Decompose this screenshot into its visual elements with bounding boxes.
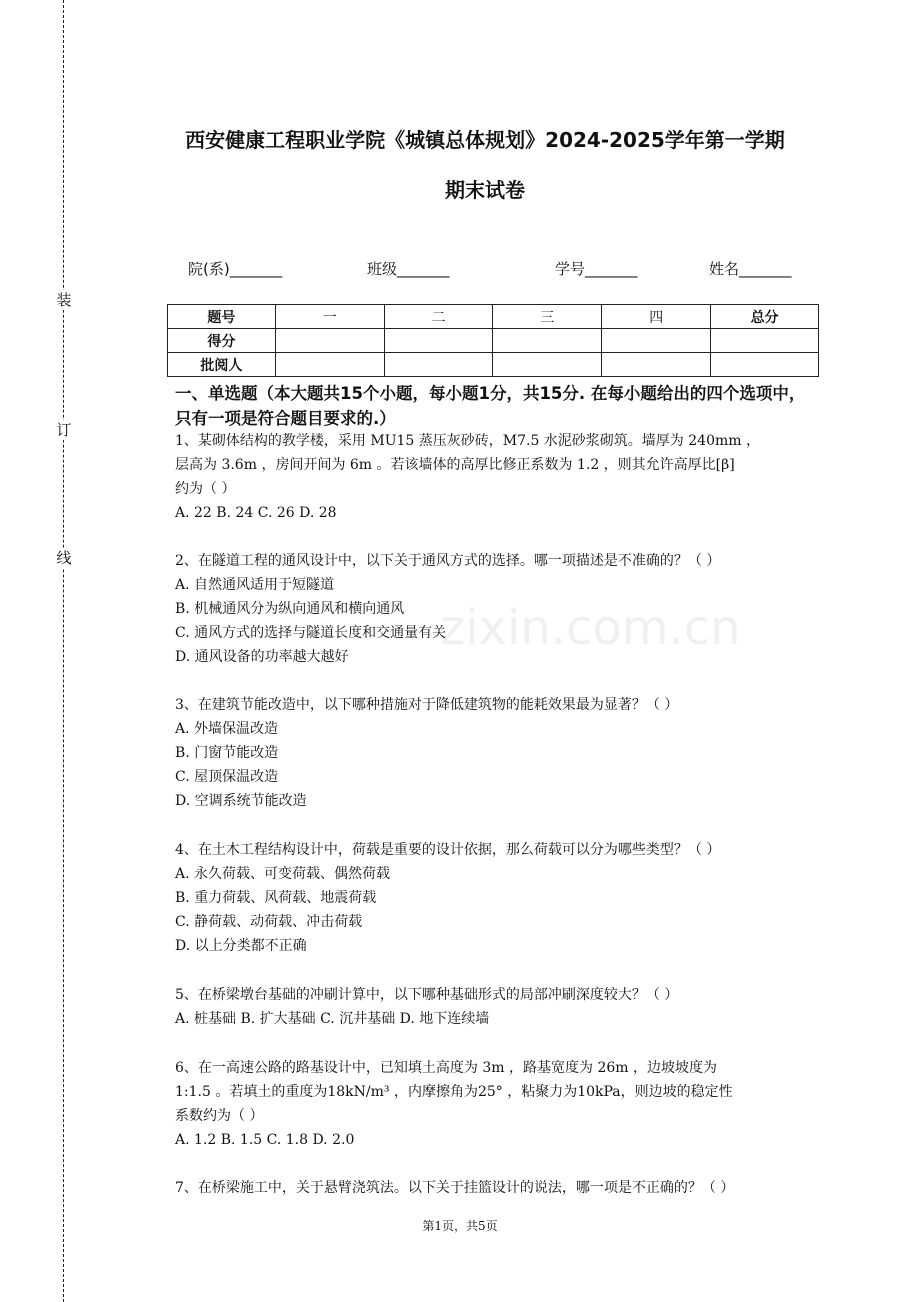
question-6 (175, 1056, 820, 1152)
question-line: 5、在桥梁墩台基础的冲刷计算中，以下哪种基础形式的局部冲刷深度较大？（ ） (175, 987, 679, 1003)
option-a: A. 自然通风适用于短隧道 (175, 577, 335, 593)
option-a: A. 外墙保温改造 (175, 721, 279, 737)
dept-field: 院(系)_______ (188, 260, 283, 278)
header-cell-1: 一 (275, 305, 384, 329)
question-5 (175, 983, 820, 1031)
student-info-row (0, 258, 920, 280)
question-line: 6、在一高速公路的路基设计中，已知填土高度为 3m ，路基宽度为 26m ，边坡坡度为 (175, 1060, 717, 1076)
score-cell (602, 329, 711, 353)
question-line: 2、在隧道工程的通风设计中，以下关于通风方式的选择。哪一项描述是不准确的？（ ） (175, 553, 721, 569)
option-a: A. 永久荷载、可变荷载、偶然荷载 (175, 866, 391, 882)
question-line: 7、在桥梁施工中，关于悬臂浇筑法。以下关于挂篮设计的说法，哪一项是不正确的？（ ） (175, 1180, 735, 1196)
row-label-grader: 批阅人 (168, 353, 276, 377)
score-cell (384, 329, 493, 353)
header-cell-2: 二 (384, 305, 493, 329)
question-options: A. 1.2 B. 1.5 C. 1.8 D. 2.0 (175, 1132, 355, 1148)
option-b: B. 重力荷载、风荷载、地震荷载 (175, 890, 377, 906)
question-4 (175, 838, 820, 958)
option-d: D. 以上分类都不正确 (175, 938, 307, 954)
question-7 (175, 1176, 820, 1200)
grader-cell (493, 353, 602, 377)
question-options: A. 桩基础 B. 扩大基础 C. 沉井基础 D. 地下连续墙 (175, 1011, 490, 1027)
question-line: 4、在土木工程结构设计中，荷载是重要的设计依据，那么荷载可以分为哪些类型？（ ） (175, 842, 721, 858)
score-row (168, 329, 819, 353)
option-b: B. 机械通风分为纵向通风和横向通风 (175, 601, 405, 617)
score-table (167, 304, 819, 377)
option-d: D. 空调系统节能改造 (175, 793, 307, 809)
score-cell (275, 329, 384, 353)
grader-cell (384, 353, 493, 377)
class-field: 班级_______ (367, 260, 450, 278)
grader-cell (275, 353, 384, 377)
page-footer: 第1页，共5页 (422, 1219, 498, 1233)
exam-title-line2: 期末试卷 (445, 178, 525, 202)
header-cell-question-number: 题号 (168, 305, 276, 329)
score-cell (493, 329, 602, 353)
question-3 (175, 693, 820, 813)
option-c: C. 静荷载、动荷载、冲击荷载 (175, 914, 363, 930)
grader-cell (602, 353, 711, 377)
grader-row (168, 353, 819, 377)
binding-dashed-line (63, 0, 64, 1302)
student-id-field: 学号_______ (555, 260, 638, 278)
question-line: 约为（ ） (175, 481, 236, 497)
grader-cell (711, 353, 819, 377)
question-line: 3、在建筑节能改造中，以下哪种措施对于降低建筑物的能耗效果最为显著？（ ） (175, 697, 679, 713)
question-1 (175, 429, 820, 525)
score-cell (711, 329, 819, 353)
option-b: B. 门窗节能改造 (175, 745, 279, 761)
row-label-score: 得分 (168, 329, 276, 353)
option-d: D. 通风设备的功率越大越好 (175, 649, 349, 665)
option-c: C. 屋顶保温改造 (175, 769, 279, 785)
option-c: C. 通风方式的选择与隧道长度和交通量有关 (175, 625, 447, 641)
question-line: 1、某砌体结构的教学楼，采用 MU15 蒸压灰砂砖，M7.5 水泥砂浆砌筑。墙厚为 240mm ， (175, 433, 760, 449)
header-cell-4: 四 (602, 305, 711, 329)
binding-char-zhuang: 装 (56, 291, 72, 309)
question-line: 层高为 3.6m ，房间开间为 6m 。若该墙体的高厚比修正系数为 1.2 ，则其允许高厚比[β] (175, 457, 735, 473)
exam-title-line1: 西安健康工程职业学院《城镇总体规划》2024-2025学年第一学期 (185, 128, 785, 152)
section-1-heading: 一、单选题（本大题共15个小题，每小题1分，共15分. 在每小题给出的四个选项中，只有一项是符合题目要求的.） (175, 384, 806, 428)
question-2 (175, 549, 820, 669)
question-options: A. 22 B. 24 C. 26 D. 28 (175, 505, 337, 521)
question-line: 1:1.5 。若填土的重度为18kN/m³ ，内摩擦角为25° ，粘聚力为10kPa，则边坡的稳定性 (175, 1084, 733, 1100)
binding-char-ding: 订 (56, 421, 72, 439)
header-cell-3: 三 (493, 305, 602, 329)
binding-char-xian: 线 (56, 549, 72, 567)
name-field: 姓名_______ (709, 260, 792, 278)
header-cell-total: 总分 (711, 305, 819, 329)
watermark: zixin.com.cn (440, 600, 741, 656)
question-line: 系数约为（ ） (175, 1108, 264, 1124)
score-table-header-row (168, 305, 819, 329)
